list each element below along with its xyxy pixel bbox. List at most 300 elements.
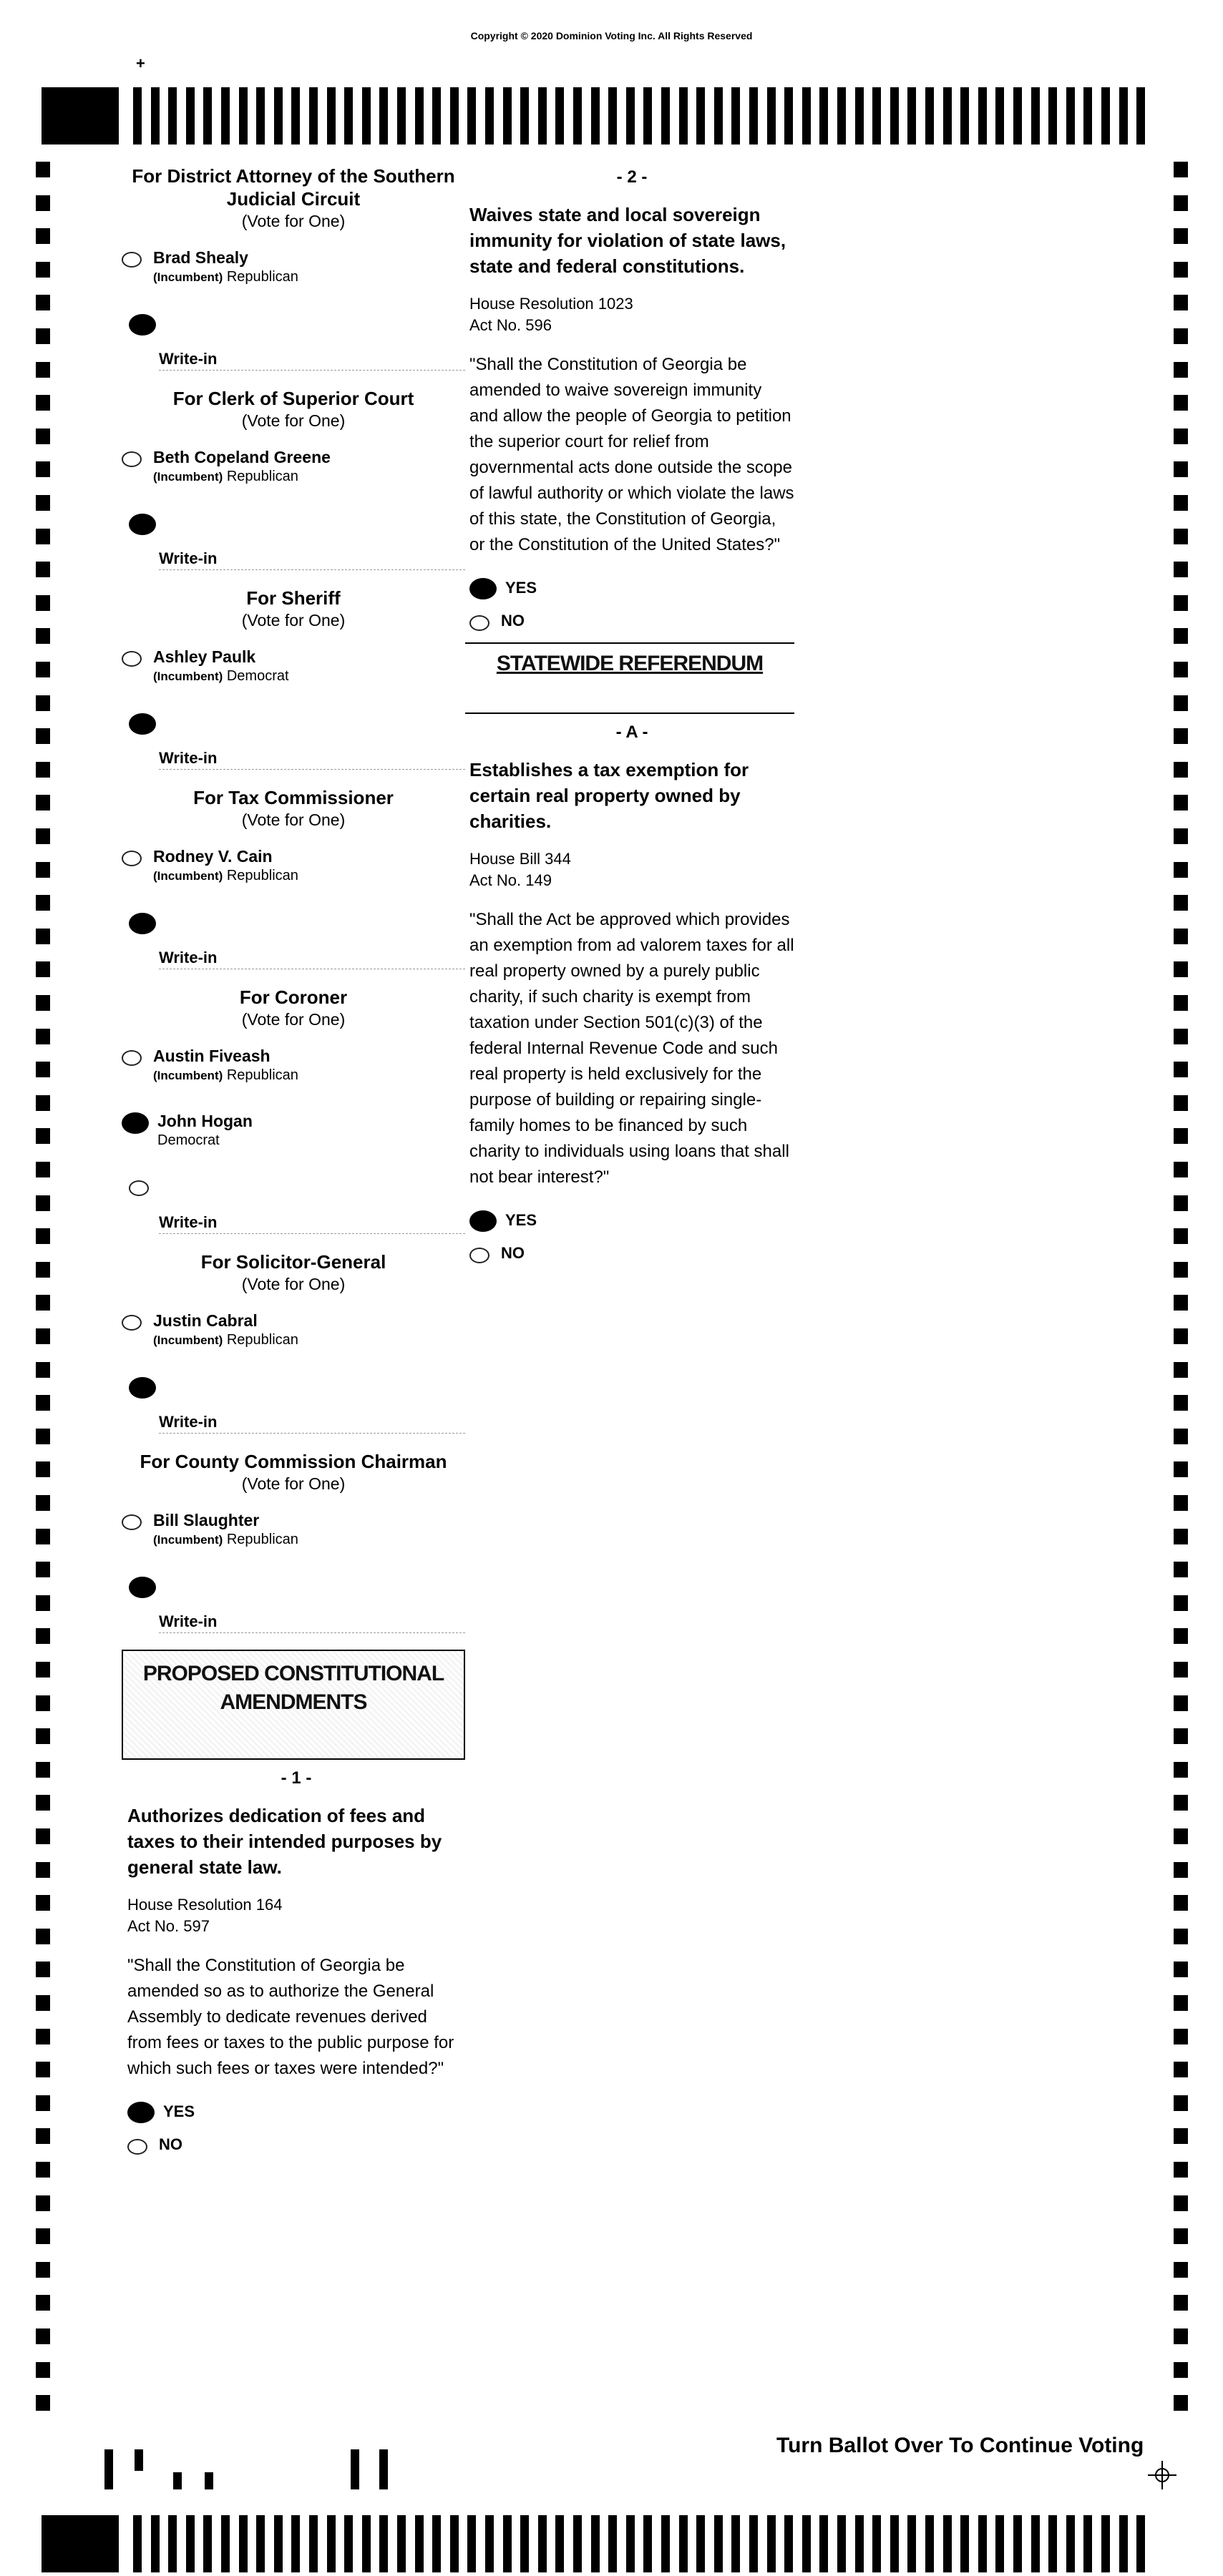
timing-mark	[36, 1862, 50, 1878]
contest	[122, 786, 465, 973]
timing-mark	[36, 1362, 50, 1378]
timing-mark	[36, 929, 50, 944]
timing-tick	[432, 87, 441, 145]
timing-mark	[36, 2262, 50, 2278]
timing-tick	[978, 2515, 987, 2572]
timing-tick	[1031, 87, 1040, 145]
timing-mark	[1174, 1295, 1188, 1311]
measure-no-option[interactable]	[469, 1243, 794, 1263]
timing-tick	[819, 87, 828, 145]
candidate-name: Bill Slaughter	[153, 1511, 260, 1529]
write-in-option[interactable]	[122, 712, 465, 773]
timing-tick	[731, 2515, 740, 2572]
timing-tick	[485, 2515, 494, 2572]
timing-mark	[1174, 1262, 1188, 1278]
timing-tick	[239, 2515, 248, 2572]
timing-tick	[291, 2515, 300, 2572]
timing-tick	[379, 2515, 388, 2572]
timing-mark	[1174, 1695, 1188, 1711]
oval-yes[interactable]	[127, 2102, 155, 2123]
timing-tick	[239, 87, 248, 145]
timing-tick	[872, 87, 881, 145]
candidate-info	[153, 1311, 298, 1350]
timing-mark	[36, 662, 50, 677]
oval-yes[interactable]	[469, 578, 497, 599]
timing-mark	[36, 1529, 50, 1544]
timing-tick	[925, 87, 934, 145]
write-in-line[interactable]	[159, 370, 465, 371]
timing-mark	[36, 628, 50, 644]
right-timing-marks	[1174, 0, 1188, 2576]
timing-tick	[186, 87, 195, 145]
timing-mark	[36, 762, 50, 778]
measure-a	[465, 723, 794, 1263]
contest-title: For Sheriff	[246, 587, 341, 609]
timing-mark	[36, 1228, 50, 1244]
timing-tick	[573, 87, 582, 145]
id-mark	[104, 2449, 113, 2489]
timing-mark	[36, 2328, 50, 2344]
timing-tick	[943, 87, 952, 145]
timing-tick	[696, 87, 705, 145]
timing-mark	[36, 228, 50, 244]
timing-tick	[309, 2515, 318, 2572]
timing-tick	[274, 87, 283, 145]
timing-mark	[36, 1895, 50, 1911]
id-mark	[173, 2472, 182, 2489]
measure-question: "Shall the Constitution of Georgia be amended so as to authorize the General Assembly to dedicate revenues derived from fees or taxes to the public purpose for which such fees or taxes were intended?"	[127, 1956, 454, 2078]
timing-tick	[731, 87, 740, 145]
timing-tick	[467, 87, 476, 145]
timing-mark	[36, 1429, 50, 1444]
candidate-party: Republican	[226, 868, 298, 883]
timing-tick	[714, 87, 723, 145]
timing-mark	[1174, 1062, 1188, 1077]
candidate-affiliation	[153, 866, 298, 886]
candidate-oval[interactable]	[122, 1112, 149, 1134]
timing-mark	[36, 1395, 50, 1411]
measure-act-number: Act No. 597	[127, 1917, 210, 1935]
write-in-label: Write-in	[159, 1612, 218, 1630]
write-in-option[interactable]	[122, 512, 465, 574]
timing-tick	[802, 87, 811, 145]
timing-tick	[591, 87, 600, 145]
timing-mark	[1174, 2195, 1188, 2211]
timing-mark	[36, 2128, 50, 2144]
timing-tick	[485, 87, 494, 145]
oval-yes[interactable]	[469, 1210, 497, 1232]
candidate-info	[153, 846, 298, 886]
timing-tick	[608, 2515, 617, 2572]
timing-tick	[1048, 87, 1057, 145]
candidate-affiliation	[153, 268, 298, 287]
timing-tick	[767, 2515, 776, 2572]
id-mark	[135, 2449, 143, 2471]
timing-tick	[520, 2515, 529, 2572]
contest	[122, 587, 465, 773]
candidate-info	[153, 248, 298, 287]
timing-tick	[221, 2515, 230, 2572]
left-timing-marks	[36, 0, 50, 2576]
incumbent-tag: (Incumbent)	[153, 670, 223, 683]
timing-mark	[1174, 2029, 1188, 2044]
timing-tick	[749, 2515, 758, 2572]
oval-no[interactable]	[469, 1248, 489, 1263]
timing-block-large	[42, 87, 119, 145]
timing-mark	[1174, 328, 1188, 344]
timing-tick	[503, 87, 512, 145]
timing-mark	[1174, 1762, 1188, 1778]
measure-yes-option[interactable]	[127, 2100, 465, 2123]
candidate-affiliation	[153, 1066, 298, 1085]
timing-mark	[1174, 895, 1188, 911]
timing-mark	[1174, 1195, 1188, 1211]
timing-mark	[1174, 1595, 1188, 1611]
id-mark	[379, 2449, 388, 2489]
timing-mark	[1174, 762, 1188, 778]
timing-mark	[1174, 628, 1188, 644]
incumbent-tag: (Incumbent)	[153, 270, 223, 284]
timing-mark	[1174, 2362, 1188, 2378]
write-in-oval[interactable]	[129, 1180, 149, 1196]
timing-tick	[327, 87, 336, 145]
contest-title: For Clerk of Superior Court	[172, 388, 414, 409]
incumbent-tag: (Incumbent)	[153, 1533, 223, 1547]
measure-no-option[interactable]	[469, 611, 794, 631]
timing-mark	[36, 1962, 50, 1977]
timing-tick	[960, 87, 969, 145]
measure-yes-option[interactable]	[469, 577, 794, 599]
timing-mark	[1174, 1029, 1188, 1044]
timing-mark	[1174, 728, 1188, 744]
candidate-affiliation	[157, 1131, 253, 1150]
timing-tick	[538, 87, 547, 145]
candidate-oval[interactable]	[122, 851, 142, 866]
write-in-line[interactable]	[159, 769, 465, 770]
timing-tick	[151, 87, 160, 145]
timing-mark	[1174, 1628, 1188, 1644]
timing-mark	[36, 1461, 50, 1477]
timing-mark	[1174, 1429, 1188, 1444]
timing-tick	[379, 87, 388, 145]
candidate-option[interactable]	[122, 1510, 465, 1549]
timing-tick	[221, 87, 230, 145]
candidate-name: Ashley Paulk	[153, 647, 256, 666]
timing-mark	[1174, 595, 1188, 611]
timing-tick	[256, 87, 265, 145]
candidate-oval[interactable]	[122, 1514, 142, 1530]
timing-mark	[36, 328, 50, 344]
contest	[122, 387, 465, 574]
timing-mark	[1174, 1862, 1188, 1878]
candidate-info	[153, 1510, 298, 1549]
timing-mark	[36, 1162, 50, 1177]
timing-tick	[855, 87, 864, 145]
timing-tick	[767, 87, 776, 145]
timing-mark	[36, 795, 50, 810]
left-column	[122, 165, 465, 2166]
timing-tick	[960, 2515, 969, 2572]
right-column	[465, 163, 794, 1275]
timing-mark	[36, 2295, 50, 2311]
write-in-label: Write-in	[159, 949, 218, 966]
timing-tick	[503, 2515, 512, 2572]
candidate-name: Justin Cabral	[153, 1311, 258, 1330]
measure-question: "Shall the Act be approved which provides an exemption from ad valorem taxes for all real property owned by a purely public charity, if such charity is exempt from taxation under Section 501(c)(3) of the federal Internal Revenue Code and such real property is held exclusively for the purpose of building or repairing single-family homes to be financed by such charity to individuals using loans that shall not bear interest?"	[469, 910, 794, 1187]
measure-yes-option[interactable]	[469, 1209, 794, 1232]
timing-mark	[36, 1628, 50, 1644]
candidate-affiliation	[153, 667, 289, 686]
candidate-oval[interactable]	[122, 1315, 142, 1331]
timing-tick	[344, 87, 353, 145]
yes-label: YES	[505, 1211, 537, 1229]
timing-mark	[1174, 1495, 1188, 1511]
measure-no-option[interactable]	[127, 2135, 465, 2155]
contest-title: For Solicitor-General	[200, 1251, 386, 1273]
write-in-option[interactable]	[122, 313, 465, 374]
write-in-oval[interactable]	[129, 913, 156, 934]
contest	[122, 1450, 465, 1637]
timing-mark	[1174, 262, 1188, 278]
timing-tick	[679, 87, 688, 145]
timing-tick	[907, 87, 916, 145]
timing-tick	[555, 2515, 564, 2572]
timing-mark	[1174, 1995, 1188, 2011]
write-in-line[interactable]	[159, 1433, 465, 1434]
section-header-label: PROPOSED CONSTITUTIONAL AMENDMENTS	[142, 1662, 444, 1714]
timing-mark	[36, 2228, 50, 2244]
candidate-affiliation	[153, 467, 331, 486]
measure-question: "Shall the Constitution of Georgia be amended to waive sovereign immunity and allow the people of Georgia to petition the superior court for relief from governmental acts done outside the scope of lawful authority or which violate the laws of this state, the Constitution of Georgia, or the Constitution of the United States?"	[469, 355, 794, 554]
contest	[122, 986, 465, 1238]
candidate-oval[interactable]	[122, 651, 142, 667]
timing-tick	[819, 2515, 828, 2572]
vote-for-instruction: (Vote for One)	[241, 411, 346, 430]
timing-tick	[837, 2515, 846, 2572]
timing-tick	[925, 2515, 934, 2572]
timing-mark	[36, 1795, 50, 1811]
timing-mark	[36, 1828, 50, 1844]
candidate-party: Republican	[226, 269, 298, 285]
timing-mark	[1174, 495, 1188, 511]
timing-mark	[36, 1062, 50, 1077]
vote-for-instruction: (Vote for One)	[241, 212, 346, 230]
candidate-oval[interactable]	[122, 252, 142, 268]
timing-tick	[978, 87, 987, 145]
timing-mark	[1174, 2262, 1188, 2278]
write-in-option[interactable]	[122, 911, 465, 973]
copyright-notice: Copyright © 2020 Dominion Voting Inc. All Rights Reserved	[470, 30, 753, 41]
candidate-name: Austin Fiveash	[153, 1047, 271, 1065]
timing-mark	[1174, 795, 1188, 810]
timing-mark	[36, 828, 50, 844]
ballot-id-marks	[100, 2432, 429, 2497]
candidate-party: Republican	[226, 469, 298, 484]
timing-tick	[1101, 2515, 1110, 2572]
timing-tick	[1101, 87, 1110, 145]
timing-tick	[344, 2515, 353, 2572]
timing-tick	[1136, 2515, 1145, 2572]
measure-number: - 1 -	[281, 1768, 312, 1788]
timing-mark	[36, 295, 50, 310]
timing-tick	[256, 2515, 265, 2572]
yes-label: YES	[163, 2102, 195, 2120]
timing-mark	[36, 2195, 50, 2211]
no-label: NO	[501, 612, 525, 630]
timing-tick	[643, 2515, 652, 2572]
candidate-party: Democrat	[157, 1132, 220, 1148]
timing-tick	[168, 87, 177, 145]
timing-mark	[36, 895, 50, 911]
timing-tick	[450, 87, 459, 145]
candidate-option[interactable]	[122, 1311, 465, 1350]
timing-mark	[1174, 995, 1188, 1011]
write-in-oval[interactable]	[129, 1377, 156, 1399]
timing-mark	[36, 2062, 50, 2077]
timing-tick	[1083, 2515, 1092, 2572]
timing-mark	[1174, 562, 1188, 577]
timing-tick	[679, 2515, 688, 2572]
write-in-option[interactable]	[122, 1575, 465, 1637]
write-in-oval[interactable]	[129, 514, 156, 535]
incumbent-tag: (Incumbent)	[153, 470, 223, 484]
timing-tick	[274, 2515, 283, 2572]
candidate-option[interactable]	[122, 248, 465, 287]
oval-no[interactable]	[127, 2139, 147, 2155]
timing-tick	[626, 87, 635, 145]
timing-mark	[1174, 2395, 1188, 2411]
timing-mark	[1174, 2295, 1188, 2311]
timing-mark	[36, 495, 50, 511]
write-in-oval[interactable]	[129, 713, 156, 735]
candidate-option[interactable]	[122, 447, 465, 486]
timing-mark	[1174, 1162, 1188, 1177]
timing-mark	[1174, 1461, 1188, 1477]
candidate-option[interactable]	[122, 846, 465, 886]
timing-mark	[36, 695, 50, 711]
timing-mark	[1174, 1095, 1188, 1111]
timing-mark	[1174, 1328, 1188, 1344]
timing-tick	[133, 87, 142, 145]
timing-tick	[1048, 2515, 1057, 2572]
timing-mark	[36, 1195, 50, 1211]
vote-for-instruction: (Vote for One)	[241, 611, 346, 630]
write-in-line[interactable]	[159, 1233, 465, 1234]
timing-tick	[1066, 87, 1075, 145]
write-in-line[interactable]	[159, 1632, 465, 1633]
timing-mark	[1174, 862, 1188, 878]
timing-mark	[1174, 362, 1188, 378]
write-in-line[interactable]	[159, 569, 465, 570]
timing-mark	[1174, 662, 1188, 677]
timing-mark	[36, 529, 50, 544]
candidate-affiliation	[153, 1530, 298, 1549]
timing-tick	[203, 2515, 212, 2572]
write-in-label: Write-in	[159, 1213, 218, 1231]
candidate-info	[157, 1111, 253, 1150]
timing-mark	[36, 395, 50, 411]
timing-mark	[36, 1762, 50, 1778]
candidate-option[interactable]	[122, 647, 465, 686]
timing-mark	[1174, 1562, 1188, 1577]
incumbent-tag: (Incumbent)	[153, 1333, 223, 1347]
vote-for-instruction: (Vote for One)	[241, 1275, 346, 1293]
write-in-label: Write-in	[159, 749, 218, 767]
timing-mark	[1174, 929, 1188, 944]
contest-list	[122, 165, 465, 1637]
candidate-option[interactable]	[122, 1046, 465, 1085]
timing-mark	[36, 862, 50, 878]
timing-mark	[1174, 1795, 1188, 1811]
measure-number: - A -	[615, 723, 648, 742]
no-label: NO	[501, 1244, 525, 1262]
timing-mark	[36, 1262, 50, 1278]
candidate-oval[interactable]	[122, 451, 142, 467]
timing-tick	[327, 2515, 336, 2572]
vote-for-instruction: (Vote for One)	[241, 1010, 346, 1029]
timing-tick	[362, 87, 371, 145]
timing-block-large	[42, 2515, 119, 2572]
timing-mark	[36, 1295, 50, 1311]
registration-crosshair-icon	[1146, 2459, 1178, 2491]
candidate-name: Beth Copeland Greene	[153, 448, 331, 466]
oval-no[interactable]	[469, 615, 489, 631]
candidate-option[interactable]	[122, 1111, 465, 1150]
write-in-label: Write-in	[159, 549, 218, 567]
timing-tick	[520, 87, 529, 145]
write-in-option[interactable]	[122, 1376, 465, 1437]
timing-mark	[36, 1128, 50, 1144]
bottom-timing-strip	[0, 2515, 1223, 2572]
measure-number: - 2 -	[616, 167, 648, 187]
timing-mark	[1174, 1728, 1188, 1744]
write-in-option[interactable]	[122, 1176, 465, 1238]
id-mark	[351, 2449, 359, 2489]
timing-mark	[36, 595, 50, 611]
timing-mark	[1174, 2228, 1188, 2244]
timing-mark	[1174, 1529, 1188, 1544]
timing-tick	[608, 87, 617, 145]
timing-mark	[1174, 1929, 1188, 1944]
measure-act-number: Act No. 149	[469, 871, 552, 889]
candidate-info	[153, 1046, 298, 1085]
timing-mark	[1174, 2128, 1188, 2144]
measure-reference	[127, 1894, 465, 1937]
timing-tick	[837, 87, 846, 145]
timing-tick	[168, 2515, 177, 2572]
incumbent-tag: (Incumbent)	[153, 869, 223, 883]
write-in-oval[interactable]	[129, 314, 156, 336]
timing-mark	[36, 2162, 50, 2178]
candidate-party: Republican	[226, 1532, 298, 1547]
timing-mark	[36, 1728, 50, 1744]
contest	[122, 165, 465, 374]
timing-mark	[1174, 428, 1188, 444]
timing-mark	[1174, 228, 1188, 244]
timing-mark	[1174, 1395, 1188, 1411]
no-label: NO	[159, 2135, 182, 2153]
timing-mark	[1174, 529, 1188, 544]
contest-title: For County Commission Chairman	[140, 1451, 447, 1472]
measure-bill: House Bill 344	[469, 850, 571, 868]
candidate-oval[interactable]	[122, 1050, 142, 1066]
timing-mark	[1174, 695, 1188, 711]
write-in-oval[interactable]	[129, 1577, 156, 1598]
timing-mark	[36, 428, 50, 444]
measure-title: Waives state and local sovereign immunity for violation of state laws, state and federal constitutions.	[469, 204, 786, 277]
timing-mark	[1174, 2062, 1188, 2077]
timing-mark	[1174, 162, 1188, 177]
